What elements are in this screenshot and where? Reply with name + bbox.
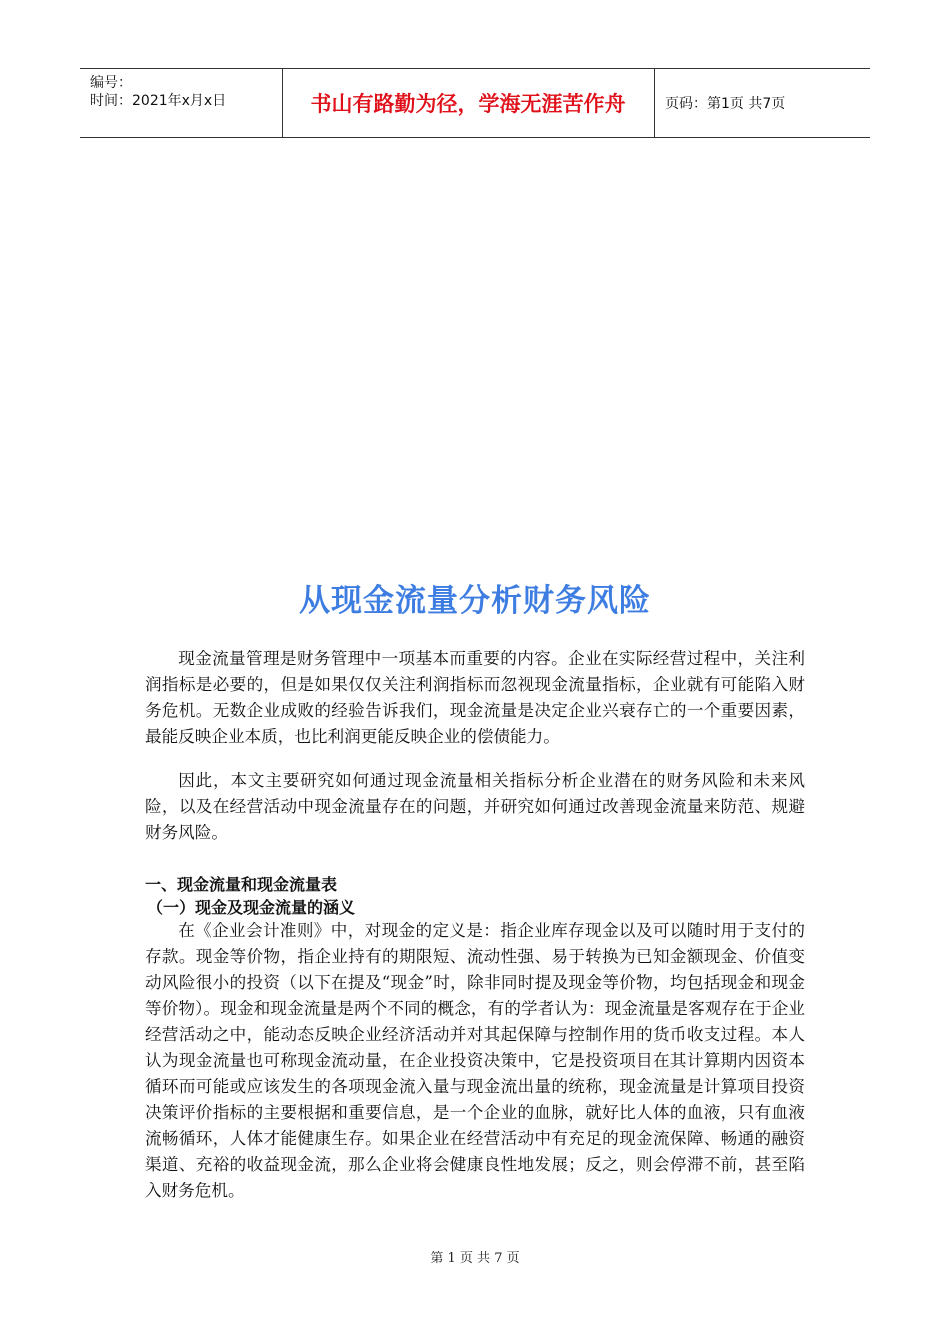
number-label: 编号： [90,75,132,91]
page-header [80,68,870,138]
intro-paragraph-1: 现金流量管理是财务管理中一项基本而重要的内容。企业在实际经营过程中，关注利润指标是必要的，但是如果仅仅关注利润指标而忽视现金流量指标，企业就有可能陷入财务危机。无数企业成败的经验告诉我们，现金流量是决定企业兴衰存亡的一个重要因素，最能反映企业本质，也比利润更能反映企业的偿债能力。 [145,649,805,746]
intro-paragraph-1-block [145,646,805,750]
subsection-heading: （一）现金及现金流量的涵义 [147,898,356,917]
page-info: 页码：第1页 共7页 [665,96,786,112]
subsection-paragraph-block [145,918,805,1204]
time-label: 时间：2021年x月x日 [90,93,227,109]
intro-paragraph-2-block [145,768,805,846]
subsection-paragraph: 在《企业会计准则》中，对现金的定义是：指企业库存现金以及可以随时用于支付的存款。现金等价物，指企业持有的期限短、流动性强、易于转换为已知金额现金、价值变动风险很小的投资（以下在提及“现金”时，除非同时提及现金等价物，均包括现金和现金等价物）。现金和现金流量是两个不同的概念，有的学者认为：现金流量是客观存在于企业经营活动之中，能动态反映企业经济活动并对其起保障与控制作用的货币收支过程。本人认为现金流量也可称现金流动量，在企业投资决策中，它是投资项目在其计算期内因资本循环而可能或应该发生的各项现金流入量与现金流出量的统称，现金流量是计算项目投资决策评价指标的主要根据和重要信息，是一个企业的血脉，就好比人体的血液，只有血液流畅循环，人体才能健康生存。如果企业在经营活动中有充足的现金流保障、畅通的融资渠道、充裕的收益现金流，那么企业将会健康良性地发展；反之，则会停滞不前，甚至陷入财务危机。 [145,921,805,1200]
header-page-cell [655,69,870,137]
header-motto-cell [282,69,655,137]
motto-text: 书山有路勤为径，学海无涯苦作舟 [310,92,626,116]
header-meta-cell [80,69,283,137]
section-heading: 一、现金流量和现金流量表 [145,875,338,894]
intro-paragraph-2: 因此，本文主要研究如何通过现金流量相关指标分析企业潜在的财务风险和未来风险，以及在经营活动中现金流量存在的问题，并研究如何通过改善现金流量来防范、规避财务风险。 [145,771,805,842]
page-footer: 第 1 页 共 7 页 [430,1251,520,1266]
document-title: 从现金流量分析财务风险 [299,583,651,619]
